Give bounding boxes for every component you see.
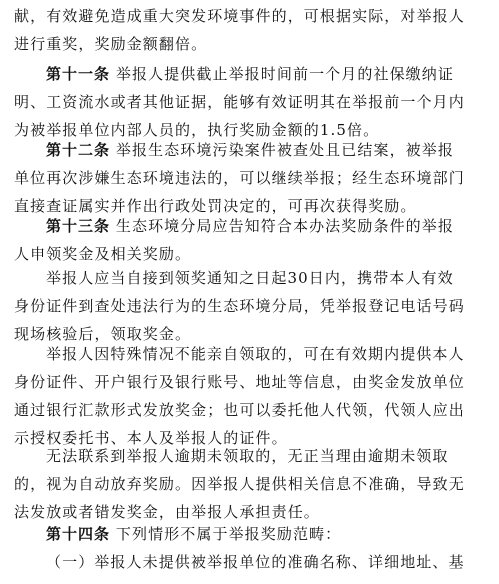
text-line: 现场核验后，领取奖金。 (14, 325, 192, 343)
text-fragment: 下列情形不属于举报奖励范畴： (110, 525, 342, 543)
text-line (0, 212, 499, 240)
paragraph-unreachable (0, 442, 499, 526)
text-line: 献，有效避免造成重大突发环境事件的，可根据实际，对举报人 (14, 7, 465, 25)
text-line: 示授权委托书、本人及举报人的证件。 (14, 429, 288, 447)
text-line: 直接查证属实并作出行政处罚决定的，可再次获得奖励。 (14, 197, 417, 215)
paragraph-article-14 (0, 520, 499, 548)
paragraph-article-12 (0, 136, 499, 220)
text-line: 举报人因特殊情况不能亲自领取的，可在有效期内提供本人 (46, 345, 465, 363)
text-line: 人申领奖金及相关奖励。 (14, 245, 192, 263)
text-line: 单位再次涉嫌生态环境违法的，可以继续举报；经生态环境部门 (14, 169, 465, 187)
paragraph-article-13 (0, 212, 499, 268)
paragraph-item-1 (0, 548, 499, 576)
text-fragment: 举报生态环境污染案件被查处且已结案，被举报 (110, 141, 454, 159)
text-line (0, 520, 499, 548)
paragraph-continuation (0, 2, 499, 58)
text-line (0, 60, 499, 88)
article-number: 第十一条 (46, 65, 111, 83)
text-fragment: 生态环境分局应告知符合本办法奖励条件的举报 (110, 217, 454, 235)
text-line: 通过银行汇款形式发放奖金；也可以委托他人代领，代领人应出 (14, 401, 465, 419)
text-line: 的，视为自动放弃奖励。因举报人提供相关信息不准确，导致无 (14, 475, 465, 493)
paragraph-special-cases (0, 340, 499, 452)
article-number: 第十三条 (46, 217, 111, 235)
text-line: 法发放或者错发奖金，由举报人承担责任。 (14, 503, 320, 521)
text-line (0, 136, 499, 164)
text-line: 身份证件、开户银行及银行账号、地址等信息，由奖金发放单位 (14, 373, 465, 391)
text-line: 身份证件到查处违法行为的生态环境分局，凭举报登记电话号码 (14, 297, 465, 315)
text-fragment: 举报人提供截止举报时间前一个月的社保缴纳证 (110, 65, 454, 83)
paragraph-claim-deadline (0, 264, 499, 348)
article-number: 第十二条 (46, 141, 111, 159)
text-line: 为被举报单位内部人员的，执行奖励金额的1.5倍。 (14, 121, 380, 139)
text-line: 进行重奖，奖励金额翻倍。 (14, 35, 208, 53)
text-line: 举报人应当自接到领奖通知之日起30日内，携带本人有效 (46, 269, 454, 287)
paragraph-article-11 (0, 60, 499, 144)
text-line: 明、工资流水或者其他证据，能够有效证明其在举报前一个月内 (14, 93, 465, 111)
article-number: 第十四条 (46, 525, 111, 543)
text-line: 无法联系到举报人逾期未领取的，无正当理由逾期未领取 (46, 447, 449, 465)
text-line: （一）举报人未提供被举报单位的准确名称、详细地址、基 (46, 553, 465, 571)
